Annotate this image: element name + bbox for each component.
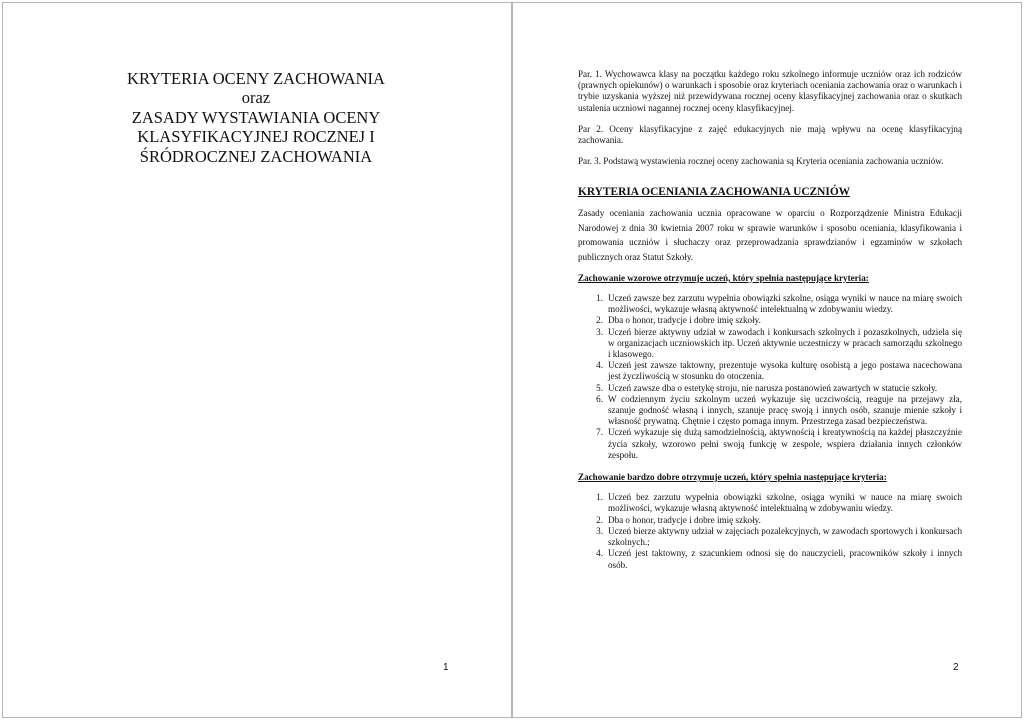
list-item [578, 492, 962, 514]
page-2 [512, 2, 1022, 718]
list-item [578, 315, 962, 326]
criteria-heading-bardzo-dobre: Zachowanie bardzo dobre otrzymuje uczeń, który spełnia następujące kryteria: [578, 472, 887, 483]
page-number: 1 [443, 662, 449, 673]
list-item [578, 383, 962, 394]
document-title [93, 69, 419, 166]
list-item [578, 515, 962, 526]
list-item-number: 7. [596, 427, 603, 438]
page-number: 2 [953, 662, 959, 673]
list-item [578, 293, 962, 315]
list-item-number: 1. [596, 293, 603, 304]
title-line: KLASYFIKACYJNEJ ROCZNEJ I [137, 127, 375, 147]
list-item-number: 3. [596, 326, 603, 337]
list-item-number: 1. [596, 492, 603, 503]
list-item-number: 4. [596, 360, 603, 371]
list-item-number: 3. [596, 525, 603, 536]
list-item [578, 394, 962, 428]
list-item-text: Uczeń wykazuje się dużą samodzielnością, aktywnością i kreatywnością na każdej płaszczyźnie życia szkoły, wzorowo pełni swoją funkcję w zespole, wspiera działania innych członków zespołu. [608, 427, 962, 460]
paragraph: Par 2. Oceny klasyfikacyjne z zajęć edukacyjnych nie mają wpływu na ocenę klasyfikacyjną zachowania. [578, 123, 962, 145]
list-item-text: Uczeń jest taktowny, z szacunkiem odnosi się do nauczycieli, pracowników szkoły i innych osób. [608, 548, 962, 570]
page-1 [2, 2, 512, 718]
list-item-number: 6. [596, 393, 603, 404]
list-item [578, 327, 962, 361]
list-item-number: 5. [596, 382, 603, 393]
criteria-list-bardzo-dobre [578, 492, 962, 570]
list-item-text: Uczeń zawsze bez zarzutu wypełnia obowiązki szkolne, osiąga wyniki w nauce na miarę swoich możliwości, wykazuje własną aktywność intelektualną w zdobywaniu wiedzy. [608, 293, 962, 315]
list-item-text: Uczeń bierze aktywny udział w zawodach i konkursach szkolnych i pozaszkolnych, udziela się w organizacjach uczniowskich itp. Uczeń aktywnie uczestniczy w pracach samorządu szkolnego i klasowego. [608, 326, 962, 360]
list-item [578, 548, 962, 570]
list-item-text: Uczeń zawsze dba o estetykę stroju, nie narusza postanowień zawartych w statucie szkoły. [608, 382, 938, 393]
title-line: ŚRÓDROCZNEJ ZACHOWANIA [139, 146, 373, 166]
list-item-number: 4. [596, 548, 603, 559]
intro-paragraph: Zasady oceniania zachowania ucznia opracowane w oparciu o Rozporządzenie Ministra Edukacji Narodowej z dnia 30 kwietnia 2007 roku w sprawie warunków i sposobu oceniania, klasyfikowania i promowania uczniów i słuchaczy oraz przeprowadzania sprawdzianów i egzaminów w szkołach publicznych oraz Statut Szkoły. [578, 208, 962, 263]
list-item [578, 526, 962, 548]
list-item-text: Uczeń bierze aktywny udział w zajęciach pozalekcyjnych, w zawodach sportowych i konkursach szkolnych.; [608, 525, 962, 548]
title-line: KRYTERIA OCENY ZACHOWANIA [127, 69, 385, 88]
list-item-text: Uczeń bez zarzutu wypełnia obowiązki szkolne, osiąga wyniki w nauce na miarę swoich możliwości, wykazuje własną aktywność intelektualną w zdobywaniu wiedzy. [608, 492, 962, 514]
paragraph: Par. 1. Wychowawca klasy na początku każdego roku szkolnego informuje uczniów oraz ich rodziców (prawnych opiekunów) o warunkach i sposobie oraz kryteriach oceniania zachowania oraz o warunkach i trybie uzyskania wyższej niż przewidywana rocznej oceny klasyfikacyjnej zachowania oraz o skutkach ustalenia uczniowi nagannej rocznej oceny klasyfikacyjnej. [578, 69, 962, 113]
paragraph: Par. 3. Podstawą wystawienia rocznej oceny zachowania są Kryteria oceniania zachowania uczniów. [578, 155, 944, 166]
section-heading: KRYTERIA OCENIANIA ZACHOWANIA UCZNIÓW [578, 186, 851, 199]
title-line: oraz [241, 88, 271, 108]
list-item [578, 427, 962, 461]
criteria-heading-wzorowe: Zachowanie wzorowe otrzymuje uczeń, który spełnia następujące kryteria: [578, 272, 869, 283]
page-content [578, 69, 962, 582]
list-item [578, 360, 962, 382]
list-item-text: W codziennym życiu szkolnym uczeń wykazuje się uczciwością, reaguje na przejawy zła, szanuje godność własną i innych, szanuje pracę swoją i innych osób, szanuje mienie szkoły i własność prywatną. Chętnie i często pomaga innym. Przestrzega zasad bezpieczeństwa. [608, 393, 962, 427]
criteria-list-wzorowe [578, 293, 962, 461]
list-item-text: Uczeń jest zawsze taktowny, prezentuje wysoka kulturę osobistą a jego postawa nacechowana jest życzliwością w stosunku do otoczenia. [608, 360, 962, 382]
list-item-text: Dba o honor, tradycje i dobre imię szkoły. [608, 315, 761, 326]
list-item-text: Dba o honor, tradycje i dobre imię szkoły. [608, 514, 761, 525]
title-line: ZASADY WYSTAWIANIA OCENY [131, 107, 381, 127]
list-item-number: 2. [596, 315, 603, 326]
list-item-number: 2. [596, 514, 603, 525]
